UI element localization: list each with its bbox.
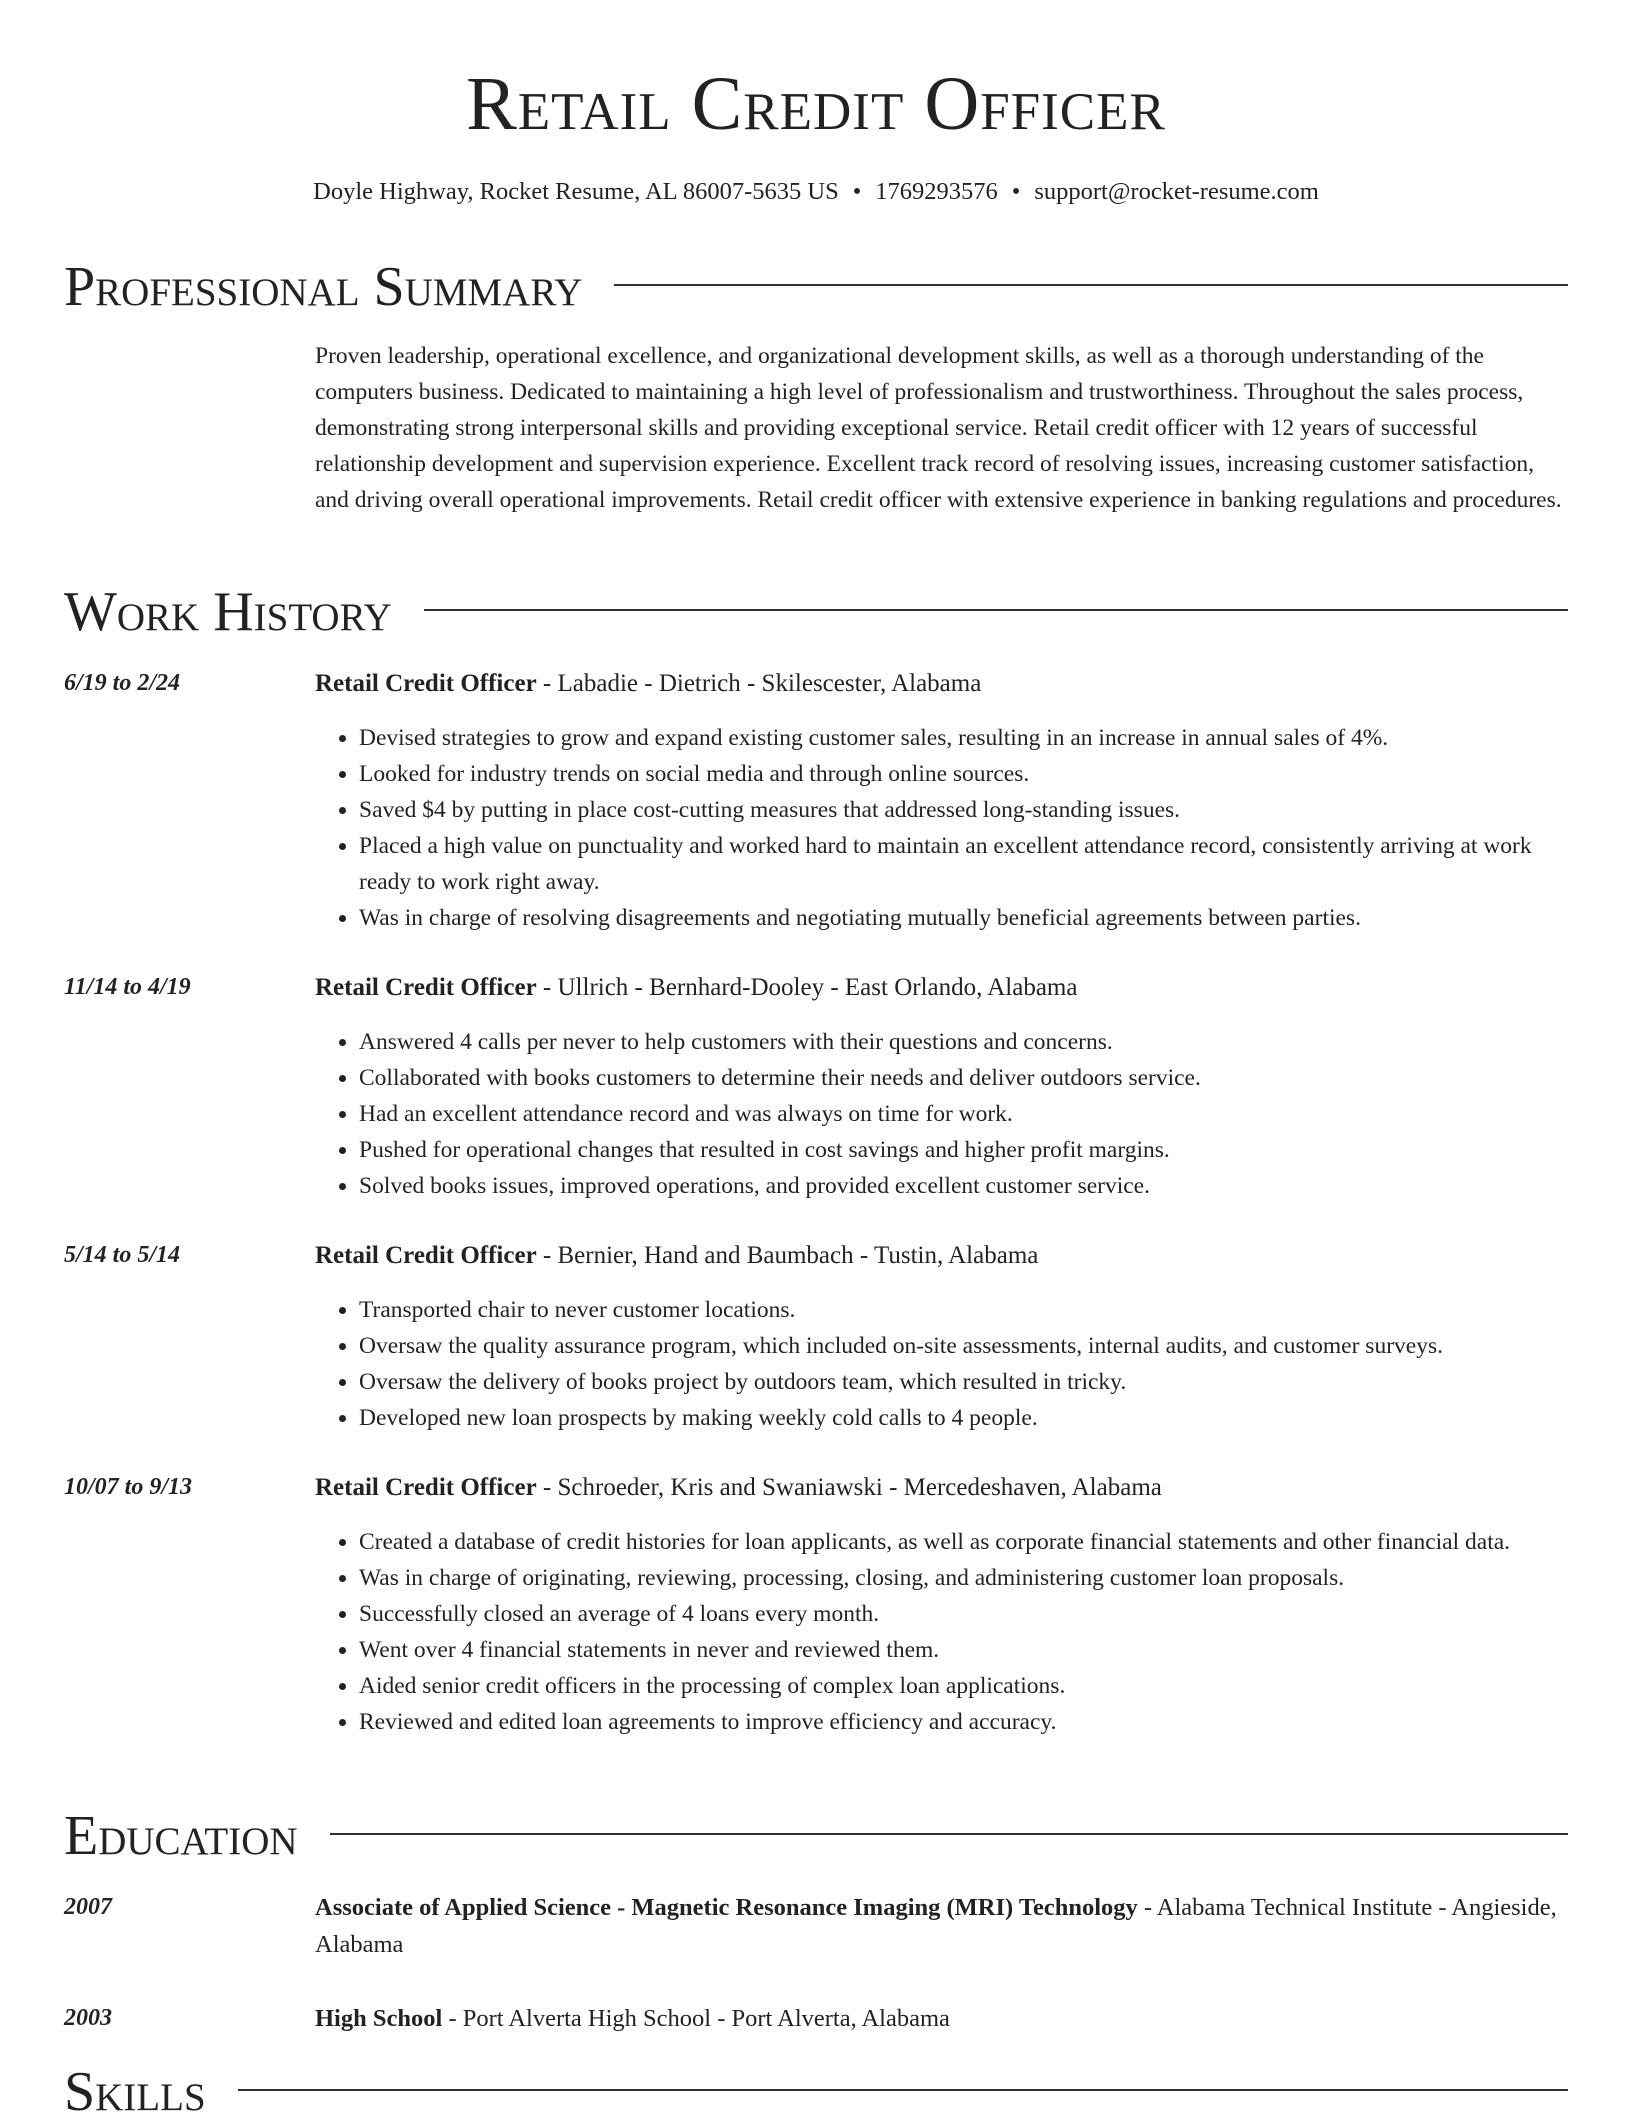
job-dates: 10/07 to 9/13 — [64, 1474, 193, 1500]
section-header-work-history — [64, 580, 1568, 644]
section-title-education: Education — [64, 1805, 298, 1867]
job-bullet: • Successfully closed an average of 4 loans every month. — [359, 1596, 1568, 1632]
job-bullet: • Collaborated with books customers to determine their needs and deliver outdoors service. — [359, 1060, 1568, 1096]
job-details: - Schroeder, Kris and Swaniawski - Mercedeshaven, Alabama — [536, 1474, 1162, 1501]
job-bullet: • Aided senior credit officers in the processing of complex loan applications. — [359, 1668, 1568, 1704]
job-bullets — [315, 720, 1568, 936]
job-title: Retail Credit Officer — [315, 1242, 537, 1269]
job-bullet: • Devised strategies to grow and expand existing customer sales, resulting in an increase in annual sales of 4%. — [359, 720, 1568, 756]
education-line — [315, 1889, 1568, 1963]
education-degree: Associate of Applied Science - Magnetic Resonance Imaging (MRI) Technology — [315, 1894, 1138, 1921]
job-bullet: • Saved $4 by putting in place cost-cutting measures that addressed long-standing issues. — [359, 792, 1568, 828]
job-title: Retail Credit Officer — [315, 670, 537, 697]
job-bullet: • Was in charge of resolving disagreements and negotiating mutually beneficial agreements between parties. — [359, 900, 1568, 936]
job-title-line — [315, 1469, 1568, 1506]
section-divider — [330, 1833, 1568, 1835]
job-bullet: • Oversaw the delivery of books project by outdoors team, which resulted in tricky. — [359, 1364, 1568, 1400]
contact-phone: 1769293576 — [875, 178, 998, 205]
education-details: - Port Alverta High School - Port Alverta, Alabama — [442, 2005, 950, 2032]
job-bullet: • Answered 4 calls per never to help customers with their questions and concerns. — [359, 1024, 1568, 1060]
job-dates: 5/14 to 5/14 — [64, 1242, 181, 1268]
education-details: - Alabama Technical Institute - Angieside, Alabama — [315, 1894, 1557, 1958]
job-details: - Bernier, Hand and Baumbach - Tustin, Alabama — [536, 1242, 1039, 1269]
job-title: Retail Credit Officer — [315, 1474, 537, 1501]
section-divider — [238, 2089, 1568, 2091]
job-bullet: • Looked for industry trends on social media and through online sources. — [359, 756, 1568, 792]
job-bullet: • Went over 4 financial statements in never and reviewed them. — [359, 1632, 1568, 1668]
contact-line — [0, 174, 1632, 210]
job-bullet: • Created a database of credit histories for loan applicants, as well as corporate financial statements and other financial data. — [359, 1524, 1568, 1560]
job-dates: 11/14 to 4/19 — [64, 974, 191, 1000]
job-bullet: • Oversaw the quality assurance program, which included on-site assessments, internal audits, and customer surveys. — [359, 1328, 1568, 1364]
job-bullet: • Had an excellent attendance record and was always on time for work. — [359, 1096, 1568, 1132]
contact-email: support@rocket-resume.com — [1034, 178, 1319, 205]
job-bullet: • Reviewed and edited loan agreements to improve efficiency and accuracy. — [359, 1704, 1568, 1740]
job-dates: 6/19 to 2/24 — [64, 670, 181, 696]
job-title-line — [315, 1237, 1568, 1274]
section-divider — [424, 609, 1568, 611]
section-header-skills — [64, 2060, 1568, 2124]
section-title-summary: Professional Summary — [64, 256, 583, 318]
job-bullets — [315, 1524, 1568, 1740]
education-year: 2007 — [64, 1894, 112, 1920]
job-bullet: • Was in charge of originating, reviewing, processing, closing, and administering customer loan proposals. — [359, 1560, 1568, 1596]
job-title: Retail Credit Officer — [315, 974, 537, 1001]
job-details: - Labadie - Dietrich - Skilescester, Alabama — [536, 670, 982, 697]
section-header-education — [64, 1804, 1568, 1868]
job-details: - Ullrich - Bernhard-Dooley - East Orlando, Alabama — [536, 974, 1078, 1001]
education-year: 2003 — [64, 2005, 112, 2031]
summary-text: Proven leadership, operational excellence, and organizational development skills, as well as a thorough understanding of the computers business. Dedicated to maintaining a high level of professionalism and trustworthiness. Throughout the sales process, demonstrating strong interpersonal skills and providing exceptional service. Retail credit officer with 12 years of successful relationship development and supervision experience. Excellent track record of resolving issues, increasing customer satisfaction, and driving overall operational improvements. Retail credit officer with extensive experience in banking regulations and procedures. — [315, 343, 1562, 513]
job-bullet: • Placed a high value on punctuality and worked hard to maintain an excellent attendance record, consistently arriving at work ready to work right away. — [359, 828, 1568, 900]
section-title-skills: Skills — [64, 2061, 206, 2123]
job-title-line — [315, 969, 1568, 1006]
section-divider — [614, 284, 1568, 286]
resume-name-title: Retail Credit Officer — [466, 62, 1166, 146]
job-bullet: • Developed new loan prospects by making weekly cold calls to 4 people. — [359, 1400, 1568, 1436]
job-bullets — [315, 1292, 1568, 1436]
section-header-summary — [64, 255, 1568, 319]
section-title-work-history: Work History — [64, 581, 392, 643]
job-bullet: • Transported chair to never customer locations. — [359, 1292, 1568, 1328]
job-title-line — [315, 665, 1568, 702]
education-degree: High School — [315, 2005, 443, 2032]
contact-address: Doyle Highway, Rocket Resume, AL 86007-5635 US — [313, 178, 839, 205]
job-bullet: • Solved books issues, improved operations, and provided excellent customer service. — [359, 1168, 1568, 1204]
contact-separator: • — [852, 178, 862, 205]
job-bullets — [315, 1024, 1568, 1204]
education-line — [315, 2000, 1568, 2037]
job-bullet: • Pushed for operational changes that resulted in cost savings and higher profit margins. — [359, 1132, 1568, 1168]
contact-separator: • — [1011, 178, 1021, 205]
